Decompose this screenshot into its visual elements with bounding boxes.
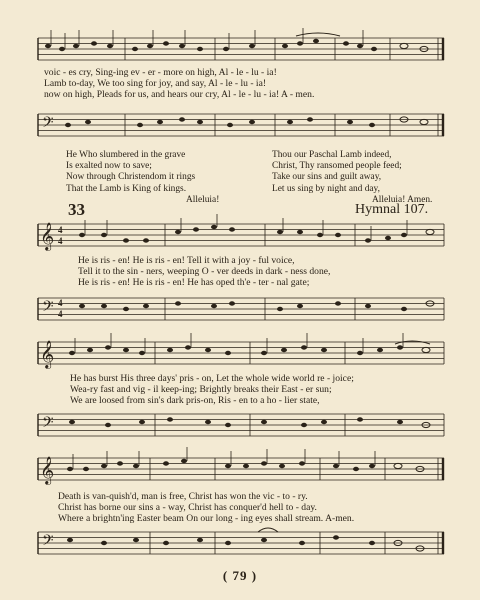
stanza-line: Let us sing by night and day,: [272, 183, 380, 194]
svg-text:𝄞: 𝄞: [40, 222, 55, 250]
svg-text:4: 4: [58, 236, 63, 246]
music-staff-bass-2: [0, 408, 480, 448]
top-hymn-stanza-right: [272, 150, 432, 206]
hymn-number: 33: [68, 200, 85, 219]
lyric-line: He has burst His three days' pris - on, Let the whole wide world re - joice;: [70, 373, 354, 384]
svg-text:𝄞: 𝄞: [40, 340, 55, 368]
svg-text:𝄢: 𝄢: [42, 298, 54, 319]
stanza-line: He Who slumbered in the grave: [66, 150, 186, 160]
svg-text:𝄢: 𝄢: [42, 114, 54, 135]
lyric-line: Lamb to-day, We too sing for joy, and say, Al - le - lu - ia!: [44, 78, 267, 89]
lyric-line: Christ has borne our sins a - way, Christ has conquer'd hell to - day.: [58, 502, 317, 513]
stanza-line: Take our sins and guilt away,: [272, 172, 382, 183]
stanza-line: Now through Christendom it rings: [66, 172, 196, 183]
stanza-refrain: Alleluia! Amen.: [372, 194, 433, 205]
svg-text:𝄢: 𝄢: [42, 414, 54, 435]
svg-text:4: 4: [58, 225, 63, 235]
music-staff-treble-1: [0, 218, 480, 258]
lyric-line: Wea-ry fast and vig - il keep-ing; Brightly breaks their East - er sun;: [70, 384, 332, 395]
stanza-line: Thou our Paschal Lamb indeed,: [272, 150, 392, 160]
lyric-line: voic - es cry, Sing-ing ev - er - more on high, Al - le - lu - ia!: [44, 67, 277, 78]
lyric-line: We are loosed from sin's dark pris-on, Ris - en to a ho - lier state,: [70, 395, 320, 406]
top-hymn-stanza-left: [66, 150, 219, 206]
lyric-line: He is ris - en! He is ris - en! He has oped th'e - ter - nal gate;: [78, 277, 310, 288]
stanza-line: Christ, Thy ransomed people feed;: [272, 161, 402, 172]
svg-text:𝄢: 𝄢: [42, 532, 54, 553]
lyric-line: Tell it to the sin - ners, weeping O - ver deeds in dark - ness done,: [78, 266, 331, 277]
lyric-line: now on high, Pleads for us, and hears our cry, Al - le - lu - ia! A - men.: [44, 89, 315, 100]
music-staff-treble-2: [0, 336, 480, 376]
lyric-line: He is ris - en! He is ris - en! Tell it with a joy - ful voice,: [78, 255, 295, 266]
music-staff-bass-3: [0, 526, 480, 566]
hymn-title: Hymnal 107.: [355, 202, 429, 217]
stanza-line: Is exalted now to save;: [66, 161, 152, 172]
music-staff-bass-top: [0, 108, 480, 148]
page-number: ( 79 ): [222, 568, 258, 583]
lyric-line: Where a brightn'ing Easter beam On our long - ing eyes shall stream. A-men.: [58, 513, 355, 524]
lyric-line: Death is van-quish'd, man is free, Christ has won the vic - to - ry.: [58, 491, 308, 502]
svg-text:𝄞: 𝄞: [40, 456, 55, 484]
stanza-refrain: Alleluia!: [186, 194, 220, 205]
stanza-line: That the Lamb is King of kings.: [66, 183, 187, 194]
svg-text:4: 4: [58, 298, 63, 308]
music-staff-treble-3: [0, 452, 480, 492]
svg-text:4: 4: [58, 309, 63, 319]
music-staff-bass-1: [0, 292, 480, 332]
